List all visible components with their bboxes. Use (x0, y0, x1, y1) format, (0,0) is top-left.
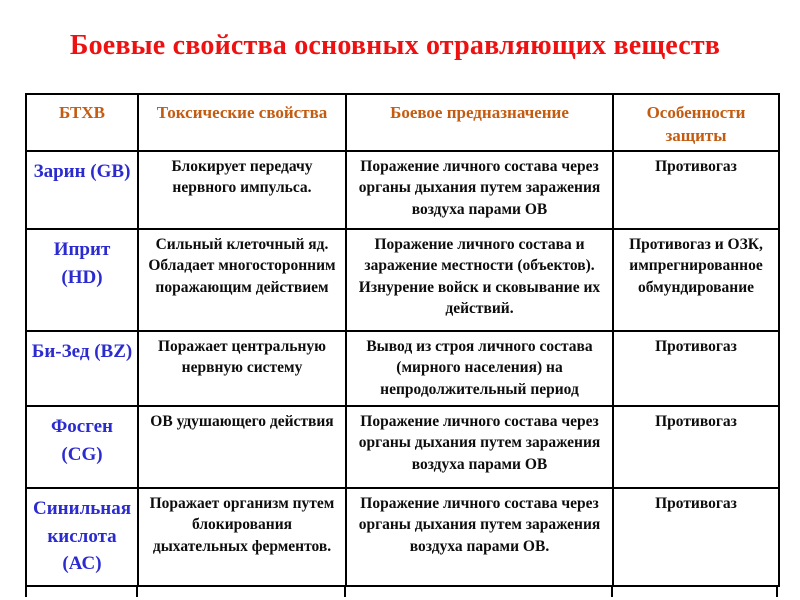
toxic-properties-cell: ОВ удушающего действия (138, 406, 346, 488)
agent-name-cell: Зарин (GB) (26, 151, 138, 229)
toxic-properties-cell: Сильный клеточный яд. Обладает многосторонним поражающим действием (138, 229, 346, 331)
agent-name-cell: Иприт (HD) (26, 229, 138, 331)
table-row-sinilnaya (26, 488, 779, 586)
protection-cell: Противогаз (613, 406, 779, 488)
toxic-properties-cell: Поражает центральную нервную систему (138, 331, 346, 406)
table-row-fosgen (26, 406, 779, 488)
combat-purpose-cell: Поражение личного состава через органы дыхания путем заражения воздуха парами ОВ (346, 406, 613, 488)
col-header-btxv: БТХВ (26, 94, 138, 151)
toxic-properties-cell: Блокирует передачу нервного импульса. (138, 151, 346, 229)
toxic-properties-cell: Поражает организм путем блокирования дыхательных ферментов. (138, 488, 346, 586)
col-header-toxic-properties: Токсические свойства (138, 94, 346, 151)
col-header-combat-purpose: Боевое предназначение (346, 94, 613, 151)
agent-name-cell: Би-Зед (BZ) (26, 331, 138, 406)
table-header-row (26, 94, 779, 151)
combat-purpose-cell: Поражение личного состава и заражение местности (объектов). Изнурение войск и сковывание их действий. (346, 229, 613, 331)
col-header-protection: Особенности защиты (613, 94, 779, 151)
agent-name-cell: Синильная кислота (АС) (26, 488, 138, 586)
agents-table (25, 93, 780, 587)
protection-cell: Противогаз (613, 331, 779, 406)
page-title: Боевые свойства основных отравляющих веществ (69, 30, 721, 61)
protection-cell: Противогаз (613, 488, 779, 586)
table-row-bizet (26, 331, 779, 406)
combat-purpose-cell: Поражение личного состава через органы дыхания путем заражения воздуха парами ОВ (346, 151, 613, 229)
agent-name-cell: Фосген (CG) (26, 406, 138, 488)
combat-purpose-cell: Вывод из строя личного состава (мирного населения) на непродолжительный период (346, 331, 613, 406)
protection-cell: Противогаз (613, 151, 779, 229)
table-row-iprit (26, 229, 779, 331)
table-cutoff-row (25, 586, 778, 597)
protection-cell: Противогаз и ОЗК, импрегнированное обмундирование (613, 229, 779, 331)
combat-purpose-cell: Поражение личного состава через органы дыхания путем заражения воздуха парами ОВ. (346, 488, 613, 586)
table-row-zarin (26, 151, 779, 229)
